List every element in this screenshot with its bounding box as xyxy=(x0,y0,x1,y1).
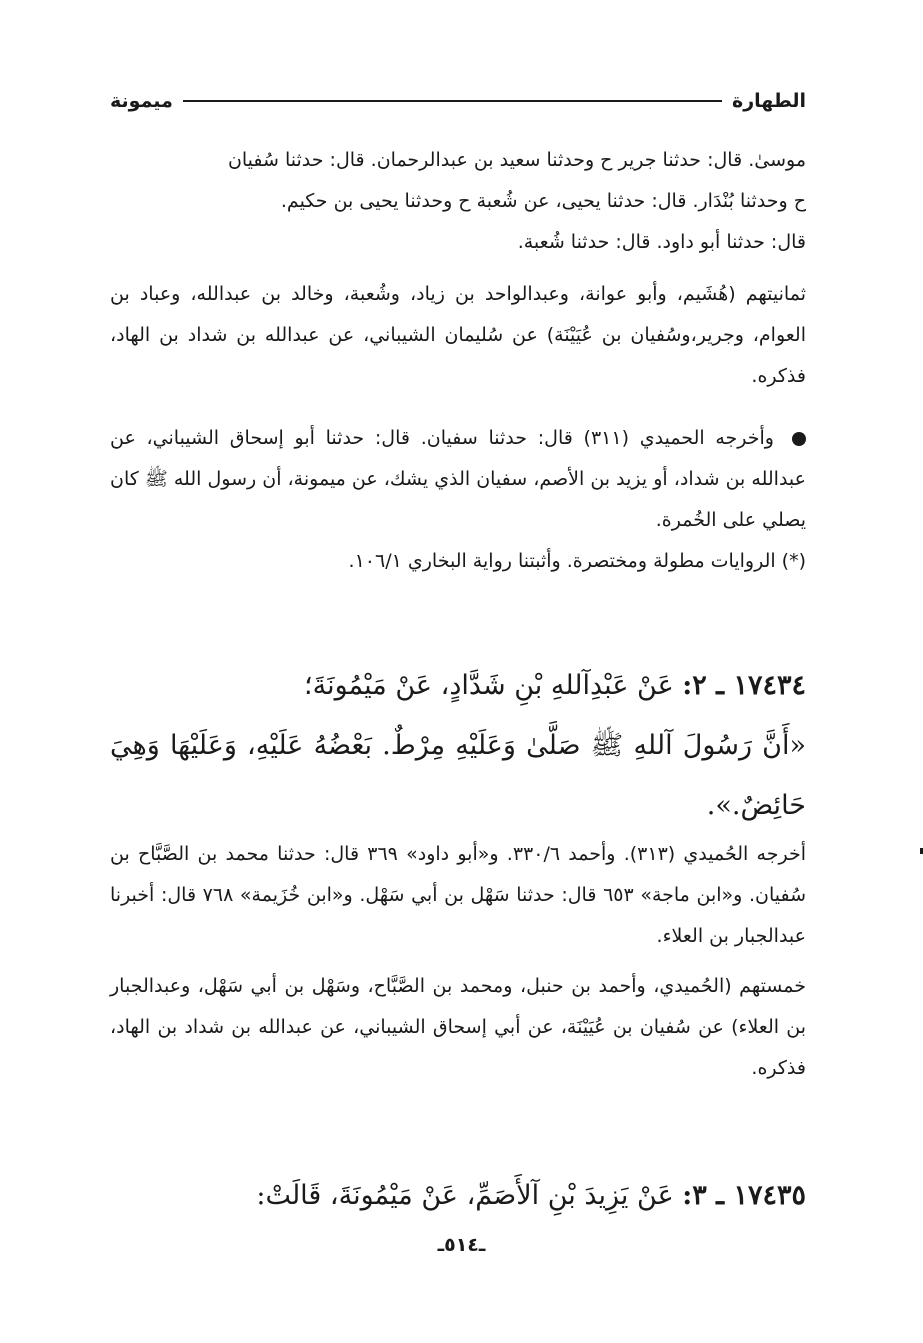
footnote: (*) الروايات مطولة ومختصرة. وأثبتنا رواية البخاري ١٠٦/١. xyxy=(348,550,806,572)
narrators-paragraph-2 xyxy=(110,966,806,1089)
hadith-number: ١٧٤٣٤ ـ ٢: xyxy=(682,670,806,701)
narrators-paragraph xyxy=(110,274,806,397)
takhrij-paragraph-2 xyxy=(110,834,806,957)
header-rule xyxy=(183,100,722,102)
hadith-heading xyxy=(110,1166,806,1226)
hadith-17434 xyxy=(110,656,806,836)
takhrij-paragraph xyxy=(110,418,806,582)
hadith-body: «أَنَّ رَسُولَ آللهِ ﷺ صَلَّىٰ وَعَلَيْهِ مِرْطٌ. بَعْضُهُ عَلَيْهِ، وَعَلَيْهَا وَهِيَ حَائِضٌ.». xyxy=(110,730,806,821)
chapter-title: الطهارة xyxy=(732,90,806,112)
page-number: ـ٥١٤ـ xyxy=(437,1234,486,1256)
section-title: ميمونة xyxy=(110,90,173,112)
text-line: موسىٰ. قال: حدثنا جرير ح وحدثنا سعيد بن عبدالرحمان. قال: حدثنا سُفيان xyxy=(227,149,806,171)
isnad-continuation xyxy=(110,140,806,263)
hadith-intro: عَنْ عَبْدِآللهِ بْنِ شَدَّادٍ، عَنْ مَيْمُونَةَ؛ xyxy=(304,670,674,701)
hadith-17435 xyxy=(110,1166,806,1226)
takhrij-text-wrapper xyxy=(110,418,806,541)
text-line: ح وحدثنا بُنْدَار. قال: حدثنا يحيى، عن شُعبة ح وحدثنا يحيى بن حكيم. xyxy=(280,190,806,212)
text-line: قال: حدثنا أبو داود. قال: حدثنا شُعبة. xyxy=(517,231,806,253)
hadith-heading xyxy=(110,656,806,716)
running-header xyxy=(110,86,806,116)
bullet-icon xyxy=(792,432,806,446)
hadith-intro: عَنْ يَزِيدَ بْنِ آلأَصَمِّ، عَنْ مَيْمُونَةَ، قَالَتْ: xyxy=(256,1180,674,1211)
paragraph-text: أخرجه الحُميدي (٣١٣). وأحمد ٣٣٠/٦. و«أبو داود» ٣٦٩ قال: حدثنا محمد بن الصَّبَّاح بن سُفيان. و«ابن ماجة» ٦٥٣ قال: حدثنا سَهْل بن أبي سَهْل. و«ابن خُزَيمة» ٧٦٨ قال: أخبرنا عبدالجبار بن العلاء. xyxy=(110,843,807,947)
paragraph-text: ثمانيتهم (هُشَيم، وأبو عوانة، وعبدالواحد بن زياد، وشُعبة، وخالد بن عبدالله، وعباد بن العوام، وجرير،وسُفيان بن عُيَيْنَة) عن سُليمان الشيباني، عن عبدالله بن شداد بن الهاد، فذكره. xyxy=(110,283,806,387)
paragraph-text: خمستهم (الحُميدي، وأحمد بن حنبل، ومحمد بن الصَّبَّاح، وسَهْل بن أبي سَهْل، وعبدالجبار بن العلاء) عن سُفيان بن عُيَيْنَة، عن أبي إسحاق الشيباني، عن عبدالله بن شداد بن الهاد، فذكره. xyxy=(110,975,806,1079)
hadith-number: ١٧٤٣٥ ـ ٣: xyxy=(682,1180,806,1211)
paragraph-text: وأخرجه الحميدي (٣١١) قال: حدثنا سفيان. قال: حدثنا أبو إسحاق الشيباني، عن عبدالله بن شداد، أو يزيد بن الأصم، سفيان الذي يشك، عن ميمونة، أن رسول الله ﷺ كان يصلي على الخُمرة. xyxy=(110,427,806,531)
